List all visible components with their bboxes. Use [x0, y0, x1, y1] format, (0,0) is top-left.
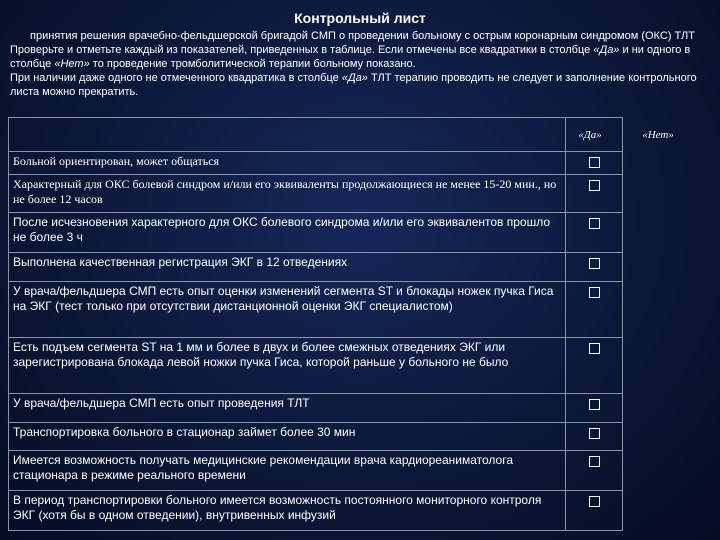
instructions: [10, 29, 715, 99]
document-title: Контрольный лист: [294, 10, 426, 26]
criterion-text: Выполнена качественная регистрация ЭКГ в 12 отведениях: [9, 253, 566, 282]
checklist-row: [9, 253, 623, 282]
checklist-row: [9, 282, 623, 338]
criterion-text: После исчезновения характерного для ОКС болевого синдрома и/или его эквивалентов прошло не более 3 ч: [9, 213, 566, 253]
criterion-text: Есть подъем сегмента ST на 1 мм и более в двух и более смежных отведениях ЭКГ или зарегистрирована блокада левой ножки пучка Гиса, которой раньше у больного не было: [9, 338, 566, 394]
yes-checkbox[interactable]: [589, 496, 600, 507]
yes-checkbox[interactable]: [589, 287, 600, 298]
yes-checkbox[interactable]: [589, 399, 600, 410]
checklist-row: [9, 491, 623, 531]
criterion-text: Транспортировка больного в стационар займет более 30 мин: [9, 423, 566, 451]
column-header-no: «Нет»: [642, 129, 674, 141]
checklist-row: [9, 213, 623, 253]
subtitle: принятия решения врачебно-фельдшерской бригадой СМП о проведении больному с острым коронарным синдромом (ОКС) ТЛТ: [30, 30, 695, 42]
checklist-row: [9, 423, 623, 451]
checklist-table: [8, 117, 623, 531]
yes-checkbox[interactable]: [589, 218, 600, 229]
checklist-row: [9, 338, 623, 394]
checklist-row: [9, 175, 623, 213]
yes-checkbox[interactable]: [589, 343, 600, 354]
criterion-text: Характерный для ОКС болевой синдром и/или его эквиваленты продолжающиеся не менее 15-20 мин., но не более 12 часов: [9, 175, 566, 213]
criterion-text: В период транспортировки больного имеется возможность постоянного мониторного контроля ЭКГ (хотя бы в одном отведении), внутривенных инфузий: [9, 491, 566, 531]
checklist-row: [9, 394, 623, 423]
criterion-text: Имеется возможность получать медицинские рекомендации врача кардиореаниматолога стационара в режиме реального времени: [9, 451, 566, 491]
checklist-row: [9, 451, 623, 491]
yes-checkbox[interactable]: [589, 456, 600, 467]
yes-checkbox[interactable]: [589, 180, 600, 191]
instruction-paragraph-1: Проверьте и отметьте каждый из показателей, приведенных в таблице. Если отмечены все квадратики в столбце «Да» и ни одного в столбце «Нет» то проведение тромболитической терапии больному показано.: [10, 44, 691, 70]
criterion-text: У врача/фельдшера СМП есть опыт проведения ТЛТ: [9, 394, 566, 423]
yes-checkbox[interactable]: [589, 428, 600, 439]
instruction-paragraph-2: При наличии даже одного не отмеченного квадратика в столбце «Да» ТЛТ терапию проводить не следует и заполнение контрольного листа можно прекратить.: [10, 72, 697, 98]
header-row: [9, 118, 623, 152]
yes-checkbox[interactable]: [589, 157, 600, 168]
criterion-text: У врача/фельдшера СМП есть опыт оценки изменений сегмента ST и блокады ножек пучка Гиса на ЭКГ (тест только при отсутствии дистанционной оценки ЭКГ специалистом): [9, 282, 566, 338]
yes-checkbox[interactable]: [589, 258, 600, 269]
criterion-text: Больной ориентирован, может общаться: [9, 152, 566, 175]
column-header-yes: «Да»: [578, 129, 602, 141]
checklist-row: [9, 152, 623, 175]
